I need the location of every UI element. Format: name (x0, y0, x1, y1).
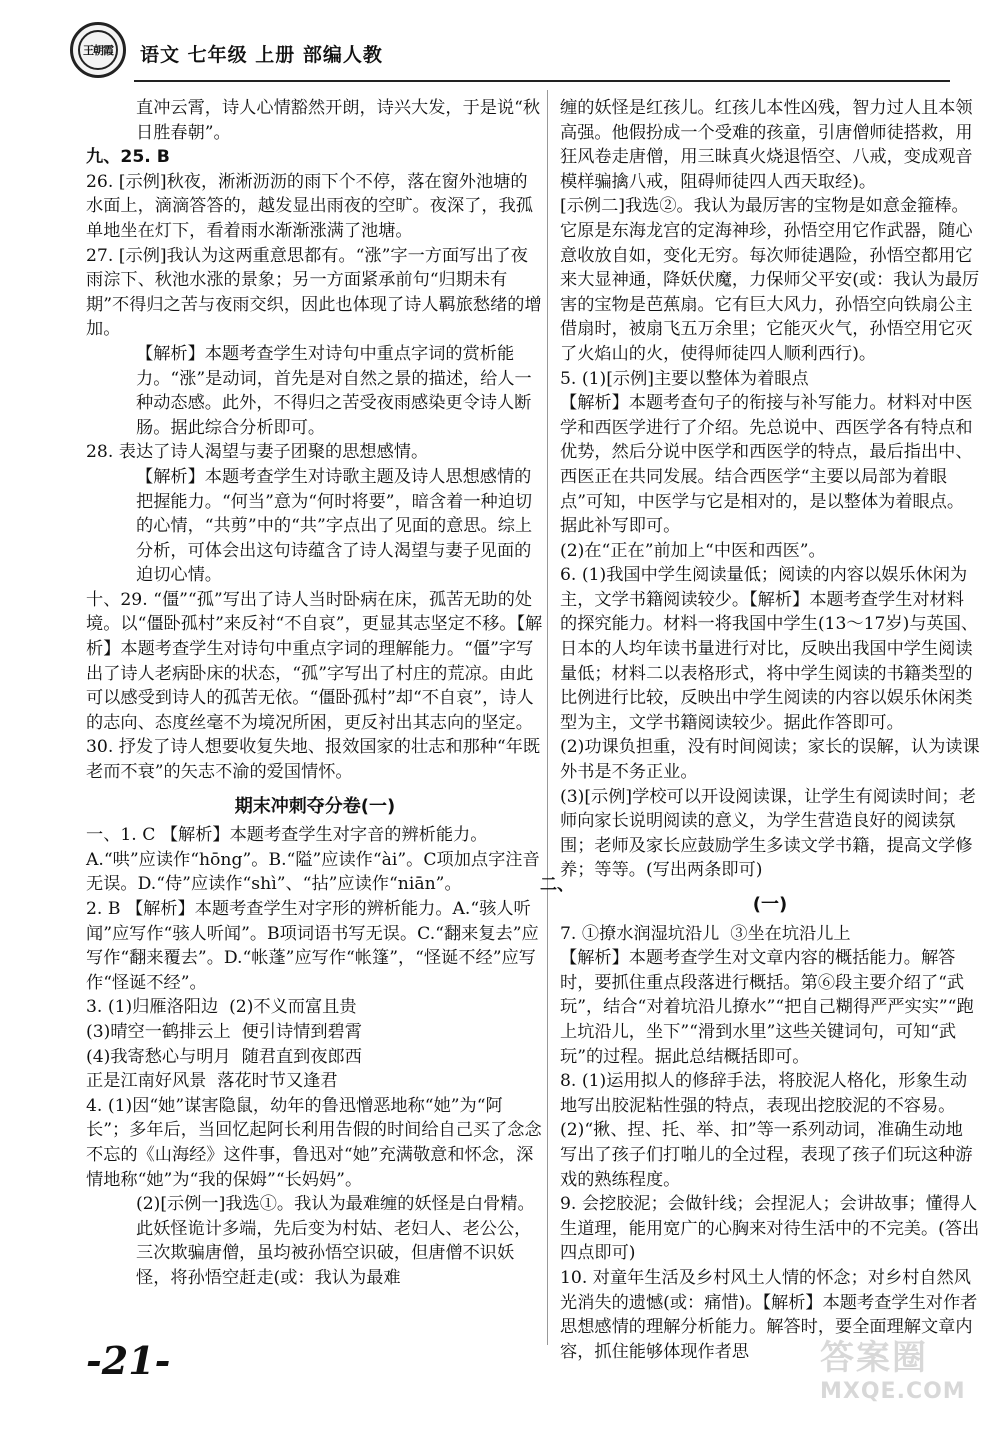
header-title: 语文 七年级 上册 部编人教 (140, 44, 383, 66)
answer-paragraph: (2)在“正在”前加上“中医和西医”。 (560, 540, 826, 561)
section-marker: 二、 (540, 875, 574, 895)
answer-paragraph: 直冲云霄，诗人心情豁然开朗，诗兴大发，于是说“秋日胜春朝”。 (136, 98, 541, 143)
subsection-title: (一) (752, 894, 788, 915)
answer-paragraph: 10. 对童年生活及乡村风土人情的怀念；对乡村自然风光消失的遗憾(或：痛惜)。【解析】本题考查学生对作者思想感情的理解分析能力。解答时，要全面理解文章内容，抓住能够体现作者思 (560, 1267, 978, 1362)
answer-paragraph: [示例二]我选②。我认为最厉害的宝物是如意金箍棒。它原是东海龙宫的定海神珍，孙悟空用它作武器，随心意收放自如，变化无穷。每次师徒遇险，孙悟空都用它来大显神通，降妖伏魔，力保师父平安(或：我认为最厉害的宝物是芭蕉扇。它有巨大风力，孙悟空向铁扇公主借扇时，被扇飞五万余里；它能灭火气，孙悟空用它灭了火焰山的火，使得师徒四人顺利西行)。 (560, 196, 980, 364)
page-number: -21- (86, 1338, 171, 1383)
analysis-paragraph: 【解析】本题考查学生对诗句中重点字词的赏析能力。“涨”是动词，首先是对自然之景的描述，给人一种动态感。此外，不得归之苦受夜雨感染更令诗人断肠。据此综合分析即可。 (136, 343, 532, 438)
analysis-paragraph: 【解析】本题考查学生对诗歌主题及诗人思想感情的把握能力。“何当”意为“何时将要”，暗含着一种迫切的心情，“共剪”中的“共”字点出了见面的意思。综上分析，可体会出这句诗蕴含了诗人渴望与妻子见面的迫切心情。 (136, 466, 533, 586)
answer-paragraph: 6. (1)我国中学生阅读量低；阅读的内容以娱乐休闲为主，文学书籍阅读较少。【解析】本题考查学生对材料的探究能力。材料一将我国中学生(13～17岁)与英国、日本的人均年读书量进行对比，反映出我国中学生阅读量低；材料二以表格形式，将中学生阅读的书籍类型的比例进行比较，反映出中学生阅读的内容以娱乐休闲类型为主，文学书籍阅读较少。据此作答即可。 (560, 565, 979, 733)
answer-paragraph: 一、1. C 【解析】本题考查学生对字音的辨析能力。A.“哄”应读作“hōng”。B.“隘”应读作“ài”。C项加点字注音无误。D.“侍”应读作“shì”、“拈”应读作“niān”。 (86, 825, 540, 895)
column-divider (547, 90, 548, 1345)
right-column (560, 96, 980, 1364)
logo-text: 王朝霞 (78, 30, 118, 70)
analysis-paragraph: 【解析】本题考查学生对文章内容的概括能力。解答时，要抓住重点段落进行概括。第⑥段主要介绍了“武玩”，结合“对着坑沿儿撩水”“把自己糊得严严实实”“跑上坑沿儿，坐下”“滑到水里”这些关键词句，可知“武玩”的过程。据此总结概括即可。 (560, 948, 974, 1067)
analysis-paragraph: 【解析】本题考查句子的衔接与补写能力。材料对中医学和西医学进行了介绍。先总说中、西医学各有特点和优势，然后分说中医学和西医学的特点，最后指出中、西医正在共同发展。结合西医学“主要以局部为着眼点”可知，中医学与它是相对的，是以整体为着眼点。据此补写即可。 (560, 393, 973, 537)
brand-logo (70, 22, 126, 78)
answer-paragraph: 4. (1)因“她”谋害隐鼠，幼年的鲁迅憎恶地称“她”为“阿长”；多年后，当回忆起阿长利用告假的时间给自己买了念念不忘的《山海经》这件事，鲁迅对“她”充满敬意和怀念，深情地称“她”为“我的保姆”“长妈妈”。 (86, 1095, 542, 1190)
answer-paragraph: (2)“揪、捏、托、举、扣”等一系列动词，准确生动地写出了孩子们打啪儿的全过程，表现了孩子们玩这种游戏的熟练程度。 (560, 1120, 973, 1190)
answer-paragraph: 8. (1)运用拟人的修辞手法，将胶泥人格化，形象生动地写出胶泥粘性强的特点，表现出挖胶泥的不容易。 (560, 1071, 968, 1116)
page-header (70, 22, 950, 86)
answer-paragraph: 30. 抒发了诗人想要收复失地、报效国家的壮志和那种“年既老而不衰”的矢志不渝的爱国情怀。 (86, 737, 541, 783)
answer-paragraph: 7. ①撩水润湿坑沿儿 ③坐在坑沿儿上 (560, 923, 851, 944)
answer-paragraph: (3)[示例]学校可以开设阅读课，让学生有阅读时间；老师向家长说明阅读的意义，为学生营造良好的阅读氛围；老师及家长应鼓励学生多读文学书籍，提高文学修养；等等。(写出两条即可) (560, 786, 976, 881)
answer-paragraph: 28. 表达了诗人渴望与妻子团聚的思想感情。 (86, 442, 429, 463)
answer-paragraph: 十、29. “僵”“孤”写出了诗人当时卧病在床，孤苦无助的处境。以“僵卧孤村”来反衬“不自哀”，更显其志坚定不移。【解析】本题考查学生对诗句中重点字词的理解能力。“僵”字写出了诗人老病卧床的状态，“孤”字写出了村庄的荒凉。由此可以感受到诗人的孤苦无依。“僵卧孤村”却“不自哀”，诗人的志向、态度丝毫不为境况所困，更反衬出其志向的坚定。 (86, 589, 543, 733)
answer-paragraph: 9. 会挖胶泥；会做针线；会捏泥人；会讲故事；懂得人生道理，能用宽广的心胸来对待生活中的不完美。(答出四点即可) (560, 1194, 980, 1264)
answer-paragraph: 2. B 【解析】本题考查学生对字形的辨析能力。A.“骇人听闻”应写作“骇人听闻”。B项词语书写无误。C.“翻来复去”应写作“翻来覆去”。D.“帐蓬”应写作“帐篷”，“怪诞不经”应写作“怪诞不经”。 (86, 899, 539, 993)
answer-paragraph: 3. (1)归雁洛阳边 (2)不义而富且贵 (3)晴空一鹤排云上 便引诗情到碧霄 (4)我寄愁心与明月 随君直到夜郎西 正是江南好风景 落花时节又逢君 (86, 997, 362, 1092)
answer-paragraph: 27. [示例]我认为这两重意思都有。“涨”字一方面写出了夜雨淙下、秋池水涨的景象；另一方面紧承前句“归期未有期”不得归之苦与夜雨交织，因此也体现了诗人羁旅愁绪的增加。 (86, 245, 542, 340)
section-title: 期末冲刺夺分卷(一) (234, 795, 396, 817)
watermark-url: MXQE.COM (820, 1379, 966, 1404)
answer-paragraph: 缠的妖怪是红孩儿。红孩儿本性凶残，智力过人且本领高强。他假扮成一个受难的孩童，引唐僧师徒搭救，用狂风卷走唐僧，用三昧真火烧退悟空、八戒，变成观音模样骗擒八戒，阻碍师徒四人西天取经)。 (560, 98, 973, 192)
left-column (86, 96, 544, 1291)
answer-paragraph: (2)[示例一]我选①。我认为最难缠的妖怪是白骨精。此妖怪诡计多端，先后变为村姑、老妇人、老公公，三次欺骗唐僧，虽均被孙悟空识破，但唐僧不识妖怪，将孙悟空赶走(或：我认为最难 (136, 1194, 535, 1288)
answer-paragraph: 26. [示例]秋夜，淅淅沥沥的雨下个不停，落在窗外池塘的水面上，滴滴答答的，越发显出雨夜的空旷。夜深了，我孤单地坐在灯下，看着雨水渐渐涨满了池塘。 (86, 171, 533, 241)
answer-paragraph: 九、25. B (86, 147, 170, 168)
header-rule (134, 80, 950, 82)
answer-paragraph: 5. (1)[示例]主要以整体为着眼点 (560, 368, 809, 389)
watermark-title: 答案圈 (820, 1338, 928, 1378)
watermark (820, 1330, 990, 1426)
answer-paragraph: (2)功课负担重，没有时间阅读；家长的误解，认为读课外书是不务正业。 (560, 737, 980, 783)
